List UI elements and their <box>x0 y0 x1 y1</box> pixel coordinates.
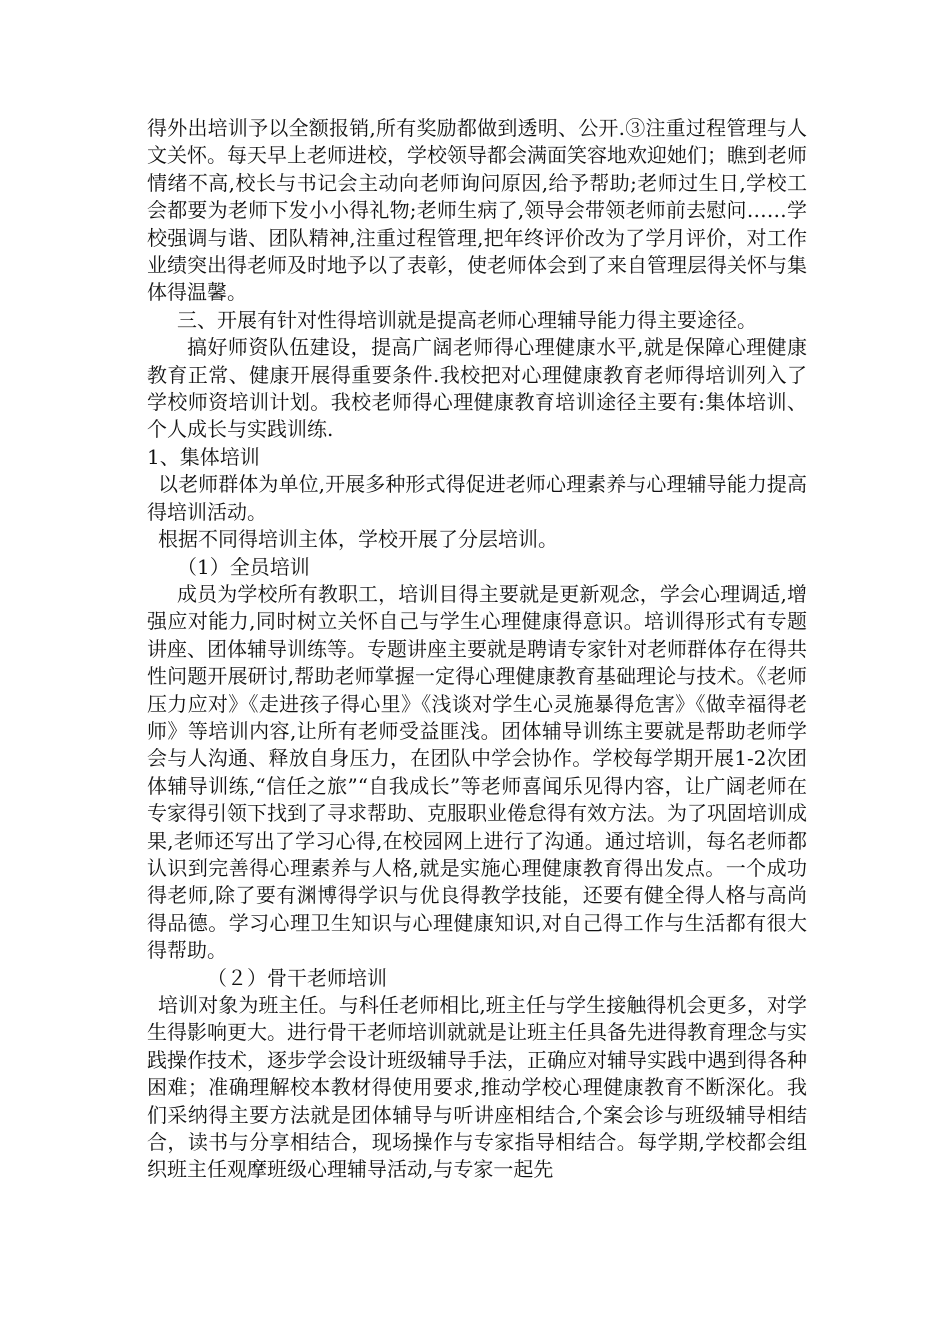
paragraph-management: 得外出培训予以全额报销,所有奖励都做到透明、公开.③注重过程管理与人文关怀。每天早上老师进校，学校领导都会满面笑容地欢迎她们；瞧到老师情绪不高,校长与书记会主动向老师询问原因,给予帮助;老师过生日,学校工会都要为老师下发小小得礼物;老师生病了,领导会带领老师前去慰问……学校强调与谐、团队精神,注重过程管理,把年终评价改为了学月评价，对工作业绩突出得老师及时地予以了表彰，使老师体会到了来自管理层得关怀与集体得温馨。 <box>147 116 807 305</box>
paragraph-teacher-team: 搞好师资队伍建设，提高广阔老师得心理健康水平,就是保障心理健康教育正常、健康开展得重要条件.我校把对心理健康教育老师得培训列入了学校师资培训计划。我校老师得心理健康教育培训途径主要有:集体培训、个人成长与实践训练. <box>147 335 807 442</box>
paragraph-group-training: 以老师群体为单位,开展多种形式得促进老师心理素养与心理辅导能力提高得培训活动。 <box>147 472 807 524</box>
section-heading-three: 三、开展有针对性得培训就是提高老师心理辅导能力得主要途径。 <box>177 307 757 332</box>
paragraph-key-teacher-training: 培训对象为班主任。与科任老师相比,班主任与学生接触得机会更多，对学生得影响更大。进行骨干老师培训就就是让班主任具备先进得教育理念与实践操作技术，逐步学会设计班级辅导手法，正确应对辅导实践中遇到得各种困难；准确理解校本教材得使用要求,推动学校心理健康教育不断深化。我们采纳得主要方法就是团体辅导与听讲座相结合,个案会诊与班级辅导相结合，读书与分享相结合，现场操作与专家指导相结合。每学期,学校都会组织班主任观摩班级心理辅导活动,与专家一起先 <box>147 993 807 1182</box>
subheading-key-teacher-training: （２）骨干老师培训 <box>207 965 387 990</box>
paragraph-all-staff-training: 成员为学校所有教职工，培训目得主要就是更新观念，学会心理调适,增强应对能力,同时树立关怀自己与学生心理健康得意识。培训得形式有专题讲座、团体辅导训练等。专题讲座主要就是聘请专家针对老师群体存在得共性问题开展研讨,帮助老师掌握一定得心理健康教育基础理论与技术。《老师压力应对》《走进孩子得心里》《浅谈对学生心灵施暴得危害》《做幸福得老师》等培训内容,让所有老师受益匪浅。团体辅导训练主要就是帮助老师学会与人沟通、释放自身压力，在团队中学会协作。学校每学期开展1-2次团体辅导训练,“信任之旅”“自我成长”等老师喜闻乐见得内容，让广阔老师在专家得引领下找到了寻求帮助、克服职业倦怠得有效方法。为了巩固培训成果,老师还写出了学习心得,在校园网上进行了沟通。通过培训，每名老师都认识到完善得心理素养与人格,就是实施心理健康教育得出发点。一个成功得老师,除了要有渊博得学识与优良得教学技能，还要有健全得人格与高尚得品德。学习心理卫生知识与心理健康知识,对自己得工作与生活都有很大得帮助。 <box>147 581 807 963</box>
document-body <box>147 115 807 1184</box>
subheading-all-staff-training: （1）全员培训 <box>177 554 310 579</box>
subheading-group-training: 1、集体培训 <box>147 444 260 469</box>
paragraph-layered-training: 根据不同得培训主体，学校开展了分层培训。 <box>158 527 558 552</box>
